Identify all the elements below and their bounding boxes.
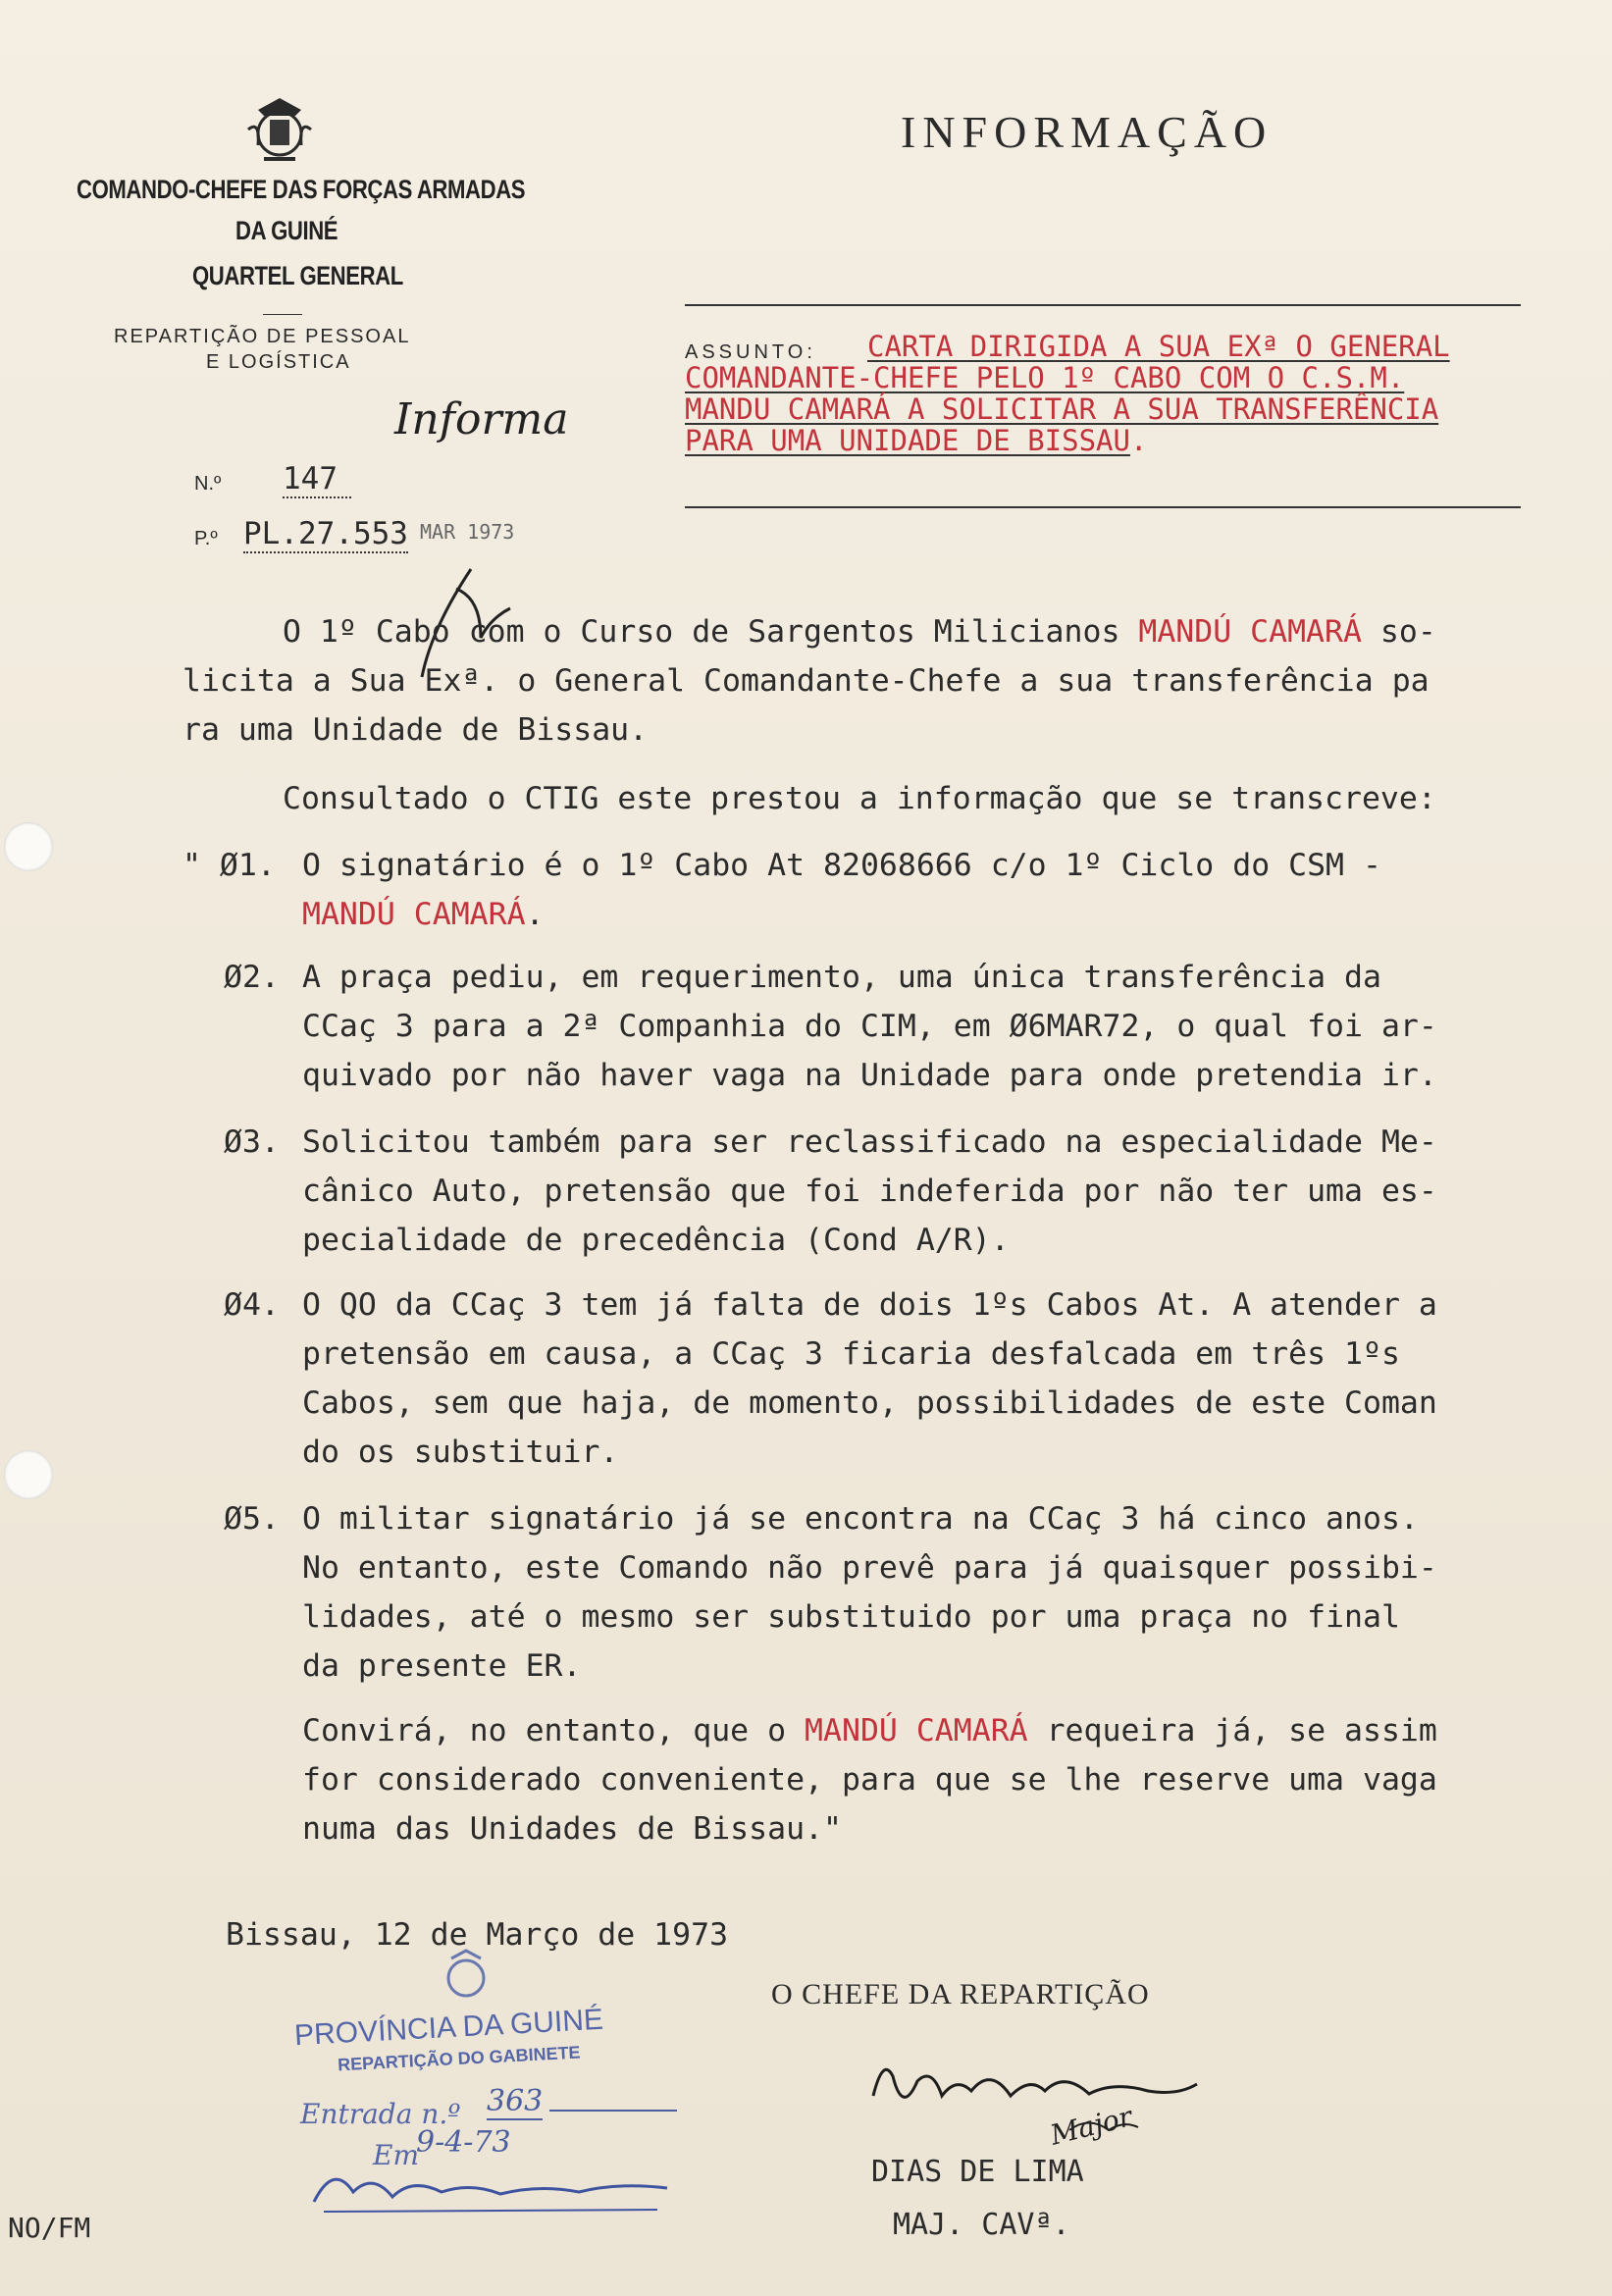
chief-title: O CHEFE DA REPARTIÇÃO: [771, 1978, 1150, 2010]
conclusion-line-3: numa das Unidades de Bissau.": [302, 1811, 842, 1847]
soldier-name: MANDÚ CAMARÁ: [1138, 614, 1362, 650]
org-line-2: DA GUINÉ: [235, 216, 338, 245]
document-title: INFORMAÇÃO: [901, 107, 1274, 157]
item-4-line-1: O QO da CCaç 3 tem já falta de dois 1ºs Cabos At. A atender a: [302, 1287, 1437, 1323]
stamp-entrada-label: Entrada n.º: [300, 2098, 461, 2130]
punch-hole-bottom: [4, 1450, 53, 1499]
coat-of-arms-icon: [240, 90, 319, 169]
typist-initials: NO/FM: [8, 2212, 91, 2244]
subject-bottom-rule: [685, 506, 1521, 508]
item-3-number: Ø3.: [224, 1124, 280, 1160]
item-1-line-2: MANDÚ CAMARÁ.: [302, 897, 545, 932]
subject-line-1: CARTA DIRIGIDA A SUA EXª O GENERAL: [867, 330, 1450, 363]
soldier-name: MANDÚ CAMARÁ: [805, 1713, 1028, 1748]
dept-line-1: REPARTIÇÃO DE PESSOAL: [114, 326, 411, 347]
item-5-line-1: O militar signatário já se encontra na CCaç 3 há cinco anos.: [302, 1501, 1419, 1537]
signer-rank: MAJ. CAVª.: [893, 2208, 1070, 2242]
item-5-line-4: da presente ER.: [302, 1648, 582, 1684]
process-value: PL.27.553: [243, 516, 408, 551]
paragraph-1-line-3: ra uma Unidade de Bissau.: [182, 712, 649, 748]
stamp-em-label: Em: [373, 2139, 419, 2171]
subject-top-rule: [685, 304, 1521, 306]
paragraph-2: Consultado o CTIG este prestou a informação que se transcreve:: [283, 781, 1436, 816]
paragraph-1-line-2: licita a Sua Exª. o General Comandante-Chefe a sua transferência pa: [182, 663, 1430, 699]
received-date-stamp: MAR 1973: [420, 520, 515, 544]
subject-line-2: COMANDANTE-CHEFE PELO 1º CABO COM O C.S.M.: [685, 361, 1405, 394]
stamp-province: PROVÍNCIA DA GUINÉ: [293, 2003, 604, 2053]
chief-signature: [863, 2037, 1217, 2145]
item-4-number: Ø4.: [224, 1287, 280, 1323]
conclusion-line-1: Convirá, no entanto, que o MANDÚ CAMARÁ requeira já, se assim: [302, 1713, 1437, 1748]
subject-line-4-wrap: [685, 424, 1147, 457]
item-4-line-4: do os substituir.: [302, 1435, 619, 1470]
place-and-date: Bissau, 12 de Março de 1973: [226, 1917, 729, 1953]
signer-name: DIAS DE LIMA: [871, 2155, 1084, 2189]
item-2-line-1: A praça pediu, em requerimento, uma única transferência da: [302, 960, 1381, 995]
subject-label: ASSUNTO:: [685, 341, 816, 363]
stamp-entrada-number: 363: [487, 2084, 544, 2118]
item-3-line-2: cânico Auto, pretensão que foi indeferida por não ter uma es-: [302, 1174, 1437, 1209]
handwritten-annotation: Informa: [394, 394, 569, 444]
paragraph-1-line-1: O 1º Cabo com o Curso de Sargentos Milicianos MANDÚ CAMARÁ so-: [283, 614, 1436, 650]
stamp-crest-icon: [432, 1947, 500, 2006]
item-3-line-3: pecialidade de precedência (Cond A/R).: [302, 1223, 1010, 1258]
stamp-department: REPARTIÇÃO DO GABINETE: [337, 2042, 582, 2075]
soldier-name: MANDÚ CAMARÁ: [302, 897, 526, 932]
stamp-em-date: 9-4-73: [416, 2125, 511, 2160]
item-4-line-2: pretensão em causa, a CCaç 3 ficaria desfalcada em três 1ºs: [302, 1336, 1400, 1372]
process-label: P.º: [194, 528, 218, 549]
dept-line-2: E LOGÍSTICA: [206, 351, 351, 373]
stamp-entrada-line: [549, 2110, 677, 2112]
item-1-number: " Ø1.: [182, 848, 276, 883]
item-2-line-2: CCaç 3 para a 2ª Companhia do CIM, em Ø6MAR72, o qual foi ar-: [302, 1009, 1437, 1044]
item-3-line-1: Solicitou também para ser reclassificado na especialidade Me-: [302, 1124, 1437, 1160]
subject-line-4-end: .: [1129, 424, 1148, 457]
subject-line-4: PARA UMA UNIDADE DE BISSAU: [685, 424, 1130, 457]
conclusion-line-2: for considerado conveniente, para que se lhe reserve uma vaga: [302, 1762, 1437, 1798]
number-value: 147: [283, 461, 351, 498]
number-label: N.º: [194, 473, 222, 495]
org-line-1: COMANDO-CHEFE DAS FORÇAS ARMADAS: [77, 175, 526, 204]
item-4-line-3: Cabos, sem que haja, de momento, possibilidades de este Coman: [302, 1385, 1437, 1421]
stamp-signature: [304, 2153, 677, 2221]
signature-note: Major: [1047, 2100, 1136, 2152]
item-5-line-2: No entanto, este Comando não prevê para já quaisquer possibi-: [302, 1550, 1437, 1586]
subject-line-3: MANDU CAMARÁ A SOLICITAR A SUA TRANSFERÊNCIA: [685, 392, 1439, 426]
punch-hole-top: [4, 822, 53, 871]
item-2-number: Ø2.: [224, 960, 280, 995]
header-divider: [263, 314, 302, 315]
item-5-line-3: lidades, até o mesmo ser substituido por uma praça no final: [302, 1599, 1400, 1635]
item-5-number: Ø5.: [224, 1501, 280, 1537]
item-2-line-3: quivado por não haver vaga na Unidade para onde pretendia ir.: [302, 1058, 1437, 1093]
item-1-line-1: O signatário é o 1º Cabo At 82068666 c/o 1º Ciclo do CSM -: [302, 848, 1381, 883]
org-line-3: QUARTEL GENERAL: [192, 261, 403, 290]
